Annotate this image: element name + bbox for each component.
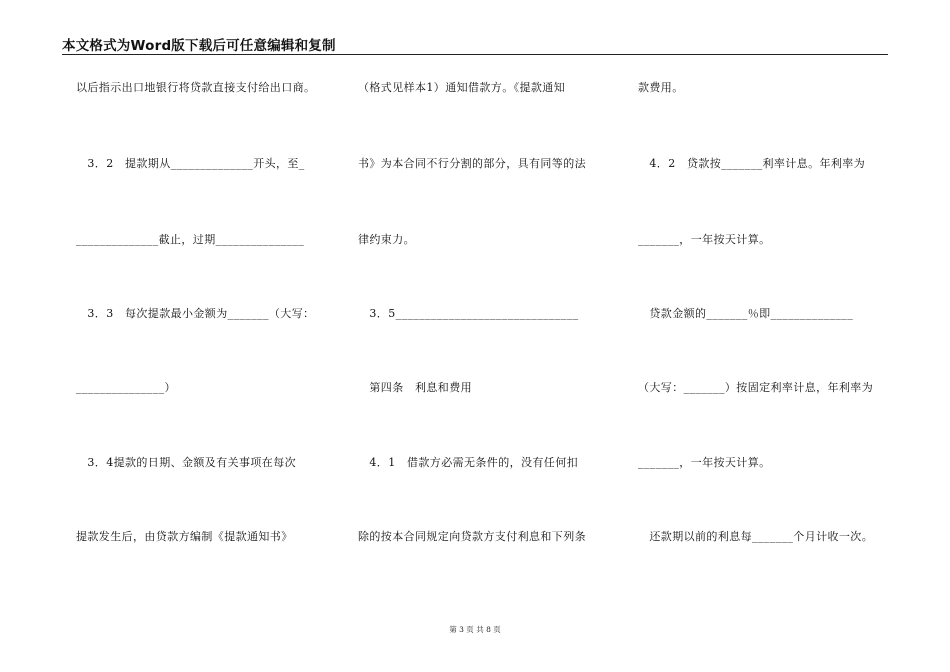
text-line: _______________） xyxy=(76,381,176,394)
text-line: 4．2 贷款按_______利率计息。年利率为 xyxy=(638,157,866,170)
text-line: 3．5_______________________________ xyxy=(358,307,579,320)
text-line: 贷款金额的_______％即______________ xyxy=(638,307,854,320)
text-line: 除的按本合同规定向贷款方支付利息和下列条 xyxy=(358,530,586,543)
text-line: 还款期以前的利息每_______个月计收一次。 xyxy=(638,530,874,543)
page-number: 第 3 页 共 8 页 xyxy=(449,625,501,634)
text-line: _______，一年按天计算。 xyxy=(638,456,771,469)
text-line: 书》为本合同不行分割的部分，具有同等的法 xyxy=(358,157,586,170)
text-column-2 xyxy=(358,0,618,672)
text-line: （格式见样本1）通知借款方。《提款通知 xyxy=(358,81,566,94)
text-line: _______，一年按天计算。 xyxy=(638,233,771,246)
section-heading: 第四条 利息和费用 xyxy=(358,381,472,394)
text-line: 以后指示出口地银行将贷款直接支付给出口商。 xyxy=(76,81,316,94)
text-line: 3．3 每次提款最小金额为_______（大写： xyxy=(76,307,315,320)
header-title: 本文格式为Word版下载后可任意编辑和复制 xyxy=(62,38,336,54)
text-line: 律约束力。 xyxy=(358,233,415,246)
text-line: 4．1 借款方必需无条件的，没有任何扣 xyxy=(358,456,578,469)
text-column-3 xyxy=(638,0,898,672)
text-column-1 xyxy=(76,0,336,672)
text-line: （大写：_______）按固定利率计息，年利率为 xyxy=(638,381,874,394)
text-line: 3．2 提款期从______________开头，至_ xyxy=(76,157,305,170)
text-line: 提款发生后，由贷款方编制《提款通知书》 xyxy=(76,530,293,543)
text-line: 3．4提款的日期、金额及有关事项在每次 xyxy=(76,456,296,469)
text-line: 款费用。 xyxy=(638,81,684,94)
text-line: ______________截止，过期_______________ xyxy=(76,233,305,246)
